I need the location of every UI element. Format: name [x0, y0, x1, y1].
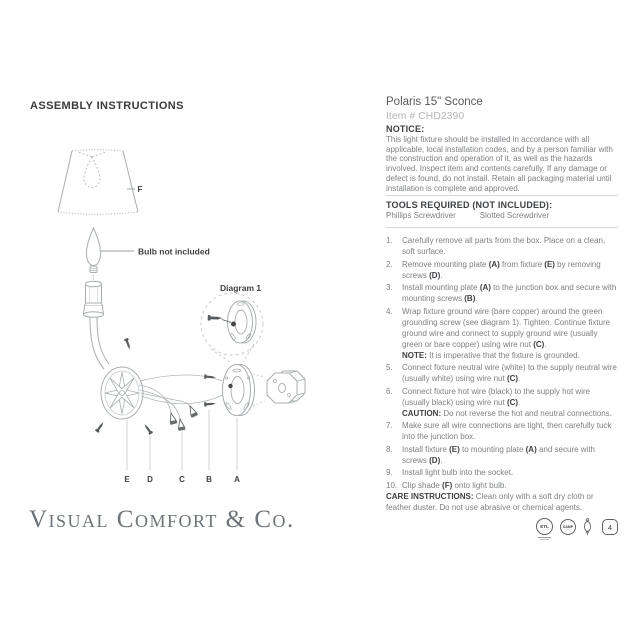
step-text: Install light bulb into the socket. [402, 468, 514, 477]
grounding-screw-dot-detail [231, 322, 236, 327]
finial-ornament-icon [583, 518, 592, 535]
brand-logo: Visual Comfort & Co. [29, 506, 295, 533]
step-text: Install fixture (E) to mounting plate (A) and secure with screws (D). [402, 444, 596, 465]
socket-and-arm [84, 281, 110, 369]
bulb-note-label: Bulb not included [138, 246, 210, 257]
step-number: 3. [386, 283, 393, 292]
step-number: 1. [386, 236, 393, 245]
instruction-list [386, 235, 618, 492]
etl-subtext-line [540, 539, 549, 540]
divider [386, 227, 618, 228]
label-f: F [137, 185, 143, 194]
mounting-screws [204, 374, 216, 406]
instruction-step [386, 386, 618, 419]
step-text: Install mounting plate (A) to the junction box and secure with mounting screws (B). [402, 283, 617, 303]
instruction-step [386, 444, 618, 466]
damp-label: DAMP [563, 525, 573, 529]
fixture-backplate [101, 367, 143, 419]
notice-heading: NOTICE: [386, 124, 425, 134]
tools-list [386, 211, 618, 220]
step-number: 10. [386, 480, 398, 490]
etl-mark-icon [536, 518, 553, 540]
tool-item: Phillips Screwdriver [386, 211, 456, 220]
part-reference-lines [127, 410, 237, 470]
fixture-exploded-diagram [0, 0, 360, 560]
label-c: C [179, 475, 185, 484]
diagram1-callout [201, 293, 263, 363]
instruction-step [386, 259, 618, 281]
step-text: Make sure all wire connections are tight, then carefully tuck into the junction box. [402, 421, 612, 441]
junction-box [267, 371, 305, 403]
etl-mark-label: ETL [540, 524, 549, 529]
step-number: 2. [386, 259, 393, 269]
grounding-screw-dot [228, 384, 232, 388]
step-text: Clip shade (F) onto light bulb. [402, 480, 507, 490]
product-name: Polaris 15" Sconce [386, 96, 483, 108]
step-number: 7. [386, 421, 393, 430]
instruction-step [386, 306, 618, 361]
etl-subtext-line [538, 537, 551, 538]
label-a: A [234, 475, 240, 484]
bulb-part [87, 228, 101, 280]
instruction-step [386, 362, 618, 384]
instruction-step [386, 480, 618, 491]
certification-marks-row [386, 518, 618, 540]
step-text: Wrap fixture ground wire (bare copper) around the green grounding screw (see diagram 1). Tighten. Continue fixture ground wire and connect to supply ground wire (usually green or bare copper) using wire nut (C). NOTE: It is imperative that the fixture is grounded. [402, 306, 611, 360]
diagram1-label: Diagram 1 [220, 283, 262, 293]
fixture-wires [139, 375, 223, 419]
divider [386, 195, 618, 196]
mounting-plate [223, 365, 255, 416]
step-text: Carefully remove all parts from the box. Place on a clean, soft surface. [402, 236, 606, 256]
assembly-instructions-heading: ASSEMBLY INSTRUCTIONS [30, 100, 184, 112]
instruction-step [386, 420, 618, 442]
instruction-step [386, 467, 618, 478]
step-number: 9. [386, 468, 393, 477]
damp-rating-icon [560, 519, 576, 535]
label-b: B [206, 475, 212, 484]
shade-part [58, 150, 138, 215]
page-number-badge [602, 519, 618, 535]
step-number: 5. [386, 363, 393, 372]
page-number: 4 [607, 522, 613, 532]
step-text: Connect fixture neutral wire (white) to the supply neutral wire (usually white) using wire nut (C). [402, 363, 617, 383]
step-text: Remove mounting plate (A) from fixture (E) by removing screws (D). [402, 259, 601, 280]
step-number: 8. [386, 444, 393, 454]
tool-item: Slotted Screwdriver [479, 211, 550, 220]
tools-heading: TOOLS REQUIRED (NOT INCLUDED): [386, 200, 553, 210]
label-e: E [124, 475, 130, 484]
step-number: 4. [386, 306, 393, 316]
instruction-step [386, 282, 618, 304]
notice-body: This light fixture should be installed in accordance with all applicable, local installation codes, and by a person familiar with the construction and operation of it, as well as the hazards involved. Inspect item and contents carefully. If any damage or defect is found, do not install. Retain all packaging material until installation is complete and approved. [386, 135, 613, 193]
step-number: 6. [386, 386, 393, 396]
instruction-step [386, 235, 618, 257]
product-item-number: Item # CHD2390 [386, 110, 465, 122]
step-text: Connect fixture hot wire (black) to the supply hot wire (usually black) using wire nut (C). CAUTION: Do not reverse the hot and neutral connections. [402, 386, 612, 418]
wire-nuts [168, 404, 199, 430]
care-instructions: CARE INSTRUCTIONS: Clean only with a soft dry cloth or feather duster. Do not use abrasive or chemical agents. [386, 492, 594, 512]
label-d: D [147, 475, 153, 484]
